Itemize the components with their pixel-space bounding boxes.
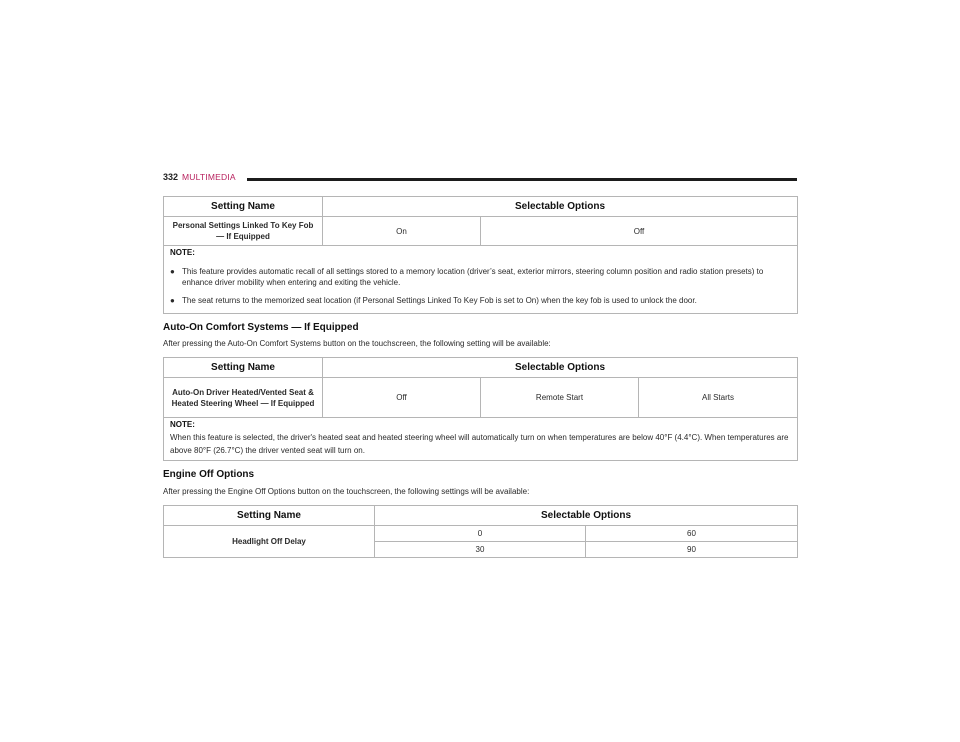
section-intro: After pressing the Auto-On Comfort Systems button on the touchscreen, the following setting will be available: — [163, 339, 551, 348]
page-number: 332 — [163, 172, 179, 182]
setting-name-cell: Headlight Off Delay — [164, 526, 375, 558]
column-header-selectable-options: Selectable Options — [323, 358, 798, 378]
note-bullet — [170, 295, 791, 306]
option-cell: On — [323, 217, 481, 246]
option-cell: 90 — [586, 542, 798, 558]
note-bullet — [170, 266, 791, 288]
option-cell: 0 — [375, 526, 586, 542]
section-heading: Engine Off Options — [163, 469, 255, 480]
note-cell — [164, 418, 798, 461]
engine-off-options-table — [163, 505, 798, 558]
column-header-setting-name: Setting Name — [164, 506, 375, 526]
option-cell: 30 — [375, 542, 586, 558]
note-text: When this feature is selected, the driver's heated seat and heated steering wheel will automatically turn on when temperatures are below 40°F (4.4°C). When temperatures are above 80°F (26.7°C) the driver vented seat will turn on. — [170, 433, 789, 455]
section-heading: Auto-On Comfort Systems — If Equipped — [163, 322, 359, 333]
setting-name-cell: Personal Settings Linked To Key Fob — If Equipped — [164, 217, 323, 246]
note-bullet-text: This feature provides automatic recall of all settings stored to a memory location (driver’s seat, exterior mirrors, steering column position and radio station presets) to enhance driver mobility when entering and exiting the vehicle. — [182, 267, 764, 287]
option-cell: Remote Start — [481, 378, 639, 418]
column-header-setting-name: Setting Name — [164, 197, 323, 217]
page-header — [163, 172, 797, 184]
column-header-selectable-options: Selectable Options — [375, 506, 798, 526]
personal-settings-table — [163, 196, 798, 314]
option-cell: All Starts — [639, 378, 798, 418]
section-label: MULTIMEDIA — [182, 172, 236, 182]
column-header-setting-name: Setting Name — [164, 358, 323, 378]
bullet-icon: ● — [170, 296, 175, 305]
header-rule — [247, 178, 797, 181]
setting-name-cell: Auto-On Driver Heated/Vented Seat & Heated Steering Wheel — If Equipped — [164, 378, 323, 418]
option-cell: 60 — [586, 526, 798, 542]
auto-on-comfort-table — [163, 357, 798, 461]
note-cell — [164, 246, 798, 314]
column-header-selectable-options: Selectable Options — [323, 197, 798, 217]
note-label: NOTE: — [170, 420, 195, 429]
section-intro: After pressing the Engine Off Options button on the touchscreen, the following settings will be available: — [163, 487, 530, 496]
note-bullet-text: The seat returns to the memorized seat location (if Personal Settings Linked To Key Fob is set to On) when the key fob is used to unlock the door. — [182, 296, 697, 305]
option-cell: Off — [323, 378, 481, 418]
bullet-icon: ● — [170, 267, 175, 276]
note-label: NOTE: — [170, 248, 195, 257]
option-cell: Off — [481, 217, 798, 246]
